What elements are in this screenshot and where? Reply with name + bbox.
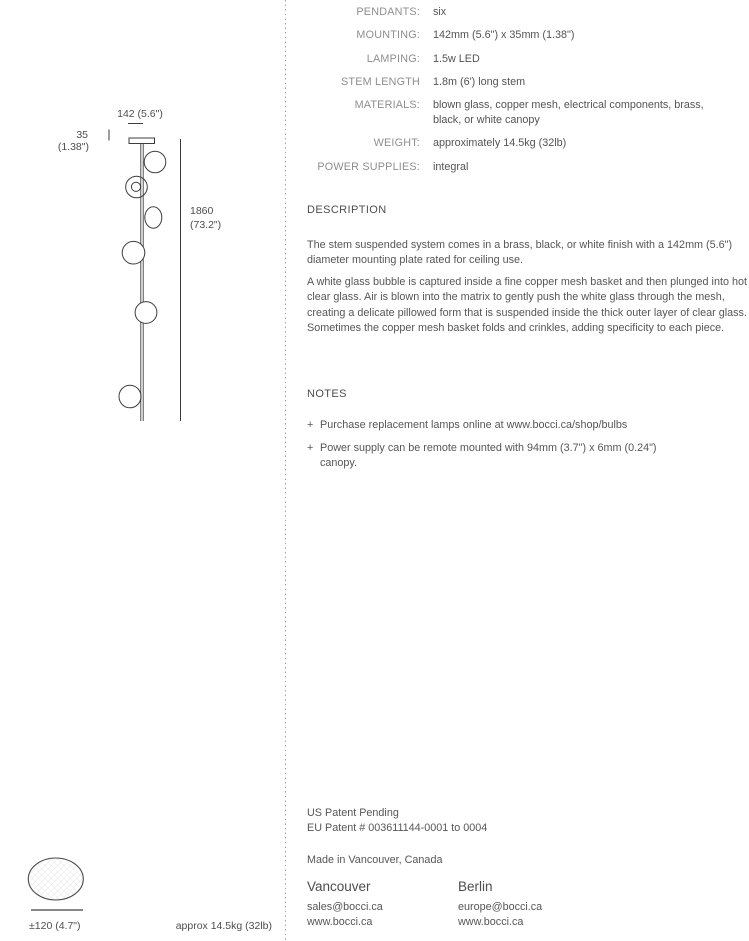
spec-label: POWER SUPPLIES: [317,160,420,173]
patent-block [307,806,487,837]
patent-line: US Patent Pending [307,807,399,819]
fixture-technical-drawing [0,95,285,440]
description-paragraph: The stem suspended system comes in a brass, black, or white finish with a 142mm (5.6") diameter mounting plate rated for ceiling use. [307,239,733,267]
spec-value: 142mm (5.6") x 35mm (1.38") [433,29,575,42]
office-contacts [307,879,609,931]
pendant-size-label: ±120 (4.7") [29,920,81,932]
office-city: Berlin [458,879,493,894]
office-city: Vancouver [307,879,371,894]
office-column-vancouver [307,879,458,931]
pendant-bubble-6 [119,385,141,408]
notes-heading: NOTES [307,388,347,400]
office-website: www.bocci.ca [458,916,524,929]
spec-label: LAMPING: [366,52,420,65]
spec-row-power-supplies [307,160,747,175]
pendant-bubble-3 [145,207,162,228]
spec-value: integral [433,160,469,173]
note-item [307,418,627,433]
office-column-berlin [458,879,609,931]
spec-row-materials [307,98,747,128]
description-heading: DESCRIPTION [307,204,387,216]
note-text: Purchase replacement lamps online at www.bocci.ca/shop/bulbs [320,419,628,431]
note-bullet: + [307,419,314,431]
pendant-bubble-4 [122,241,145,264]
spec-value: blown glass, copper mesh, electrical components, brass, black, or white canopy [433,99,704,127]
mounting-plate [129,138,155,144]
spec-value: 1.8m (6') long stem [433,75,526,88]
pendant-bubble-2 [126,176,148,198]
spec-value: 1.5w LED [433,52,480,65]
spec-row-stem-length [307,75,747,90]
spec-label: MOUNTING: [356,29,420,42]
note-bullet: + [307,442,314,454]
spec-value: approximately 14.5kg (32lb) [433,137,567,150]
office-email: sales@bocci.ca [307,901,383,913]
spec-label: MATERIALS: [354,99,420,112]
spec-label: PENDANTS: [356,6,420,18]
pendant-bubble-sketch [28,858,83,900]
spec-value: six [433,6,447,18]
pendant-bubble-1 [144,151,166,173]
description-paragraph: A white glass bubble is captured inside a fine copper mesh basket and then plunged into hot clear glass. Air is blown into the matrix to gently push the white glass through the mesh, creating a delicate pillowed form that is suspended inside the thick outer layer of clear glass. Sometimes the copper mesh basket folds and crinkles, adding specificity to each piece. [307,276,747,334]
office-website: www.bocci.ca [307,916,373,929]
spec-row-pendants [307,5,747,20]
spec-row-lamping [307,52,747,67]
plate-height-inches-label: (1.38") [57,141,89,153]
patent-line: EU Patent # 003611144-0001 to 0004 [307,822,488,835]
pendant-detail-sketch [0,843,285,941]
spec-row-weight [307,136,747,151]
mount-diameter-label: 142 (5.6") [117,108,163,120]
note-item [307,441,688,472]
made-in-line: Made in Vancouver, Canada [307,854,443,866]
pendant-bubble-5 [135,302,157,324]
spec-label: STEM LENGTH [341,75,420,88]
spec-label: WEIGHT: [373,137,420,150]
approx-weight-label: approx 14.5kg (32lb) [175,920,272,932]
dotted-divider [285,0,286,941]
note-text: Power supply can be remote mounted with 94mm (3.7") x 6mm (0.24") canopy. [320,442,657,470]
plate-height-label: 35 [76,129,88,141]
spec-table [307,5,747,183]
spec-row-mounting [307,28,747,43]
stem-length-label: 1860 [190,205,214,217]
office-email: europe@bocci.ca [458,901,543,913]
stem-length-inches-label: (73.2") [190,219,222,231]
